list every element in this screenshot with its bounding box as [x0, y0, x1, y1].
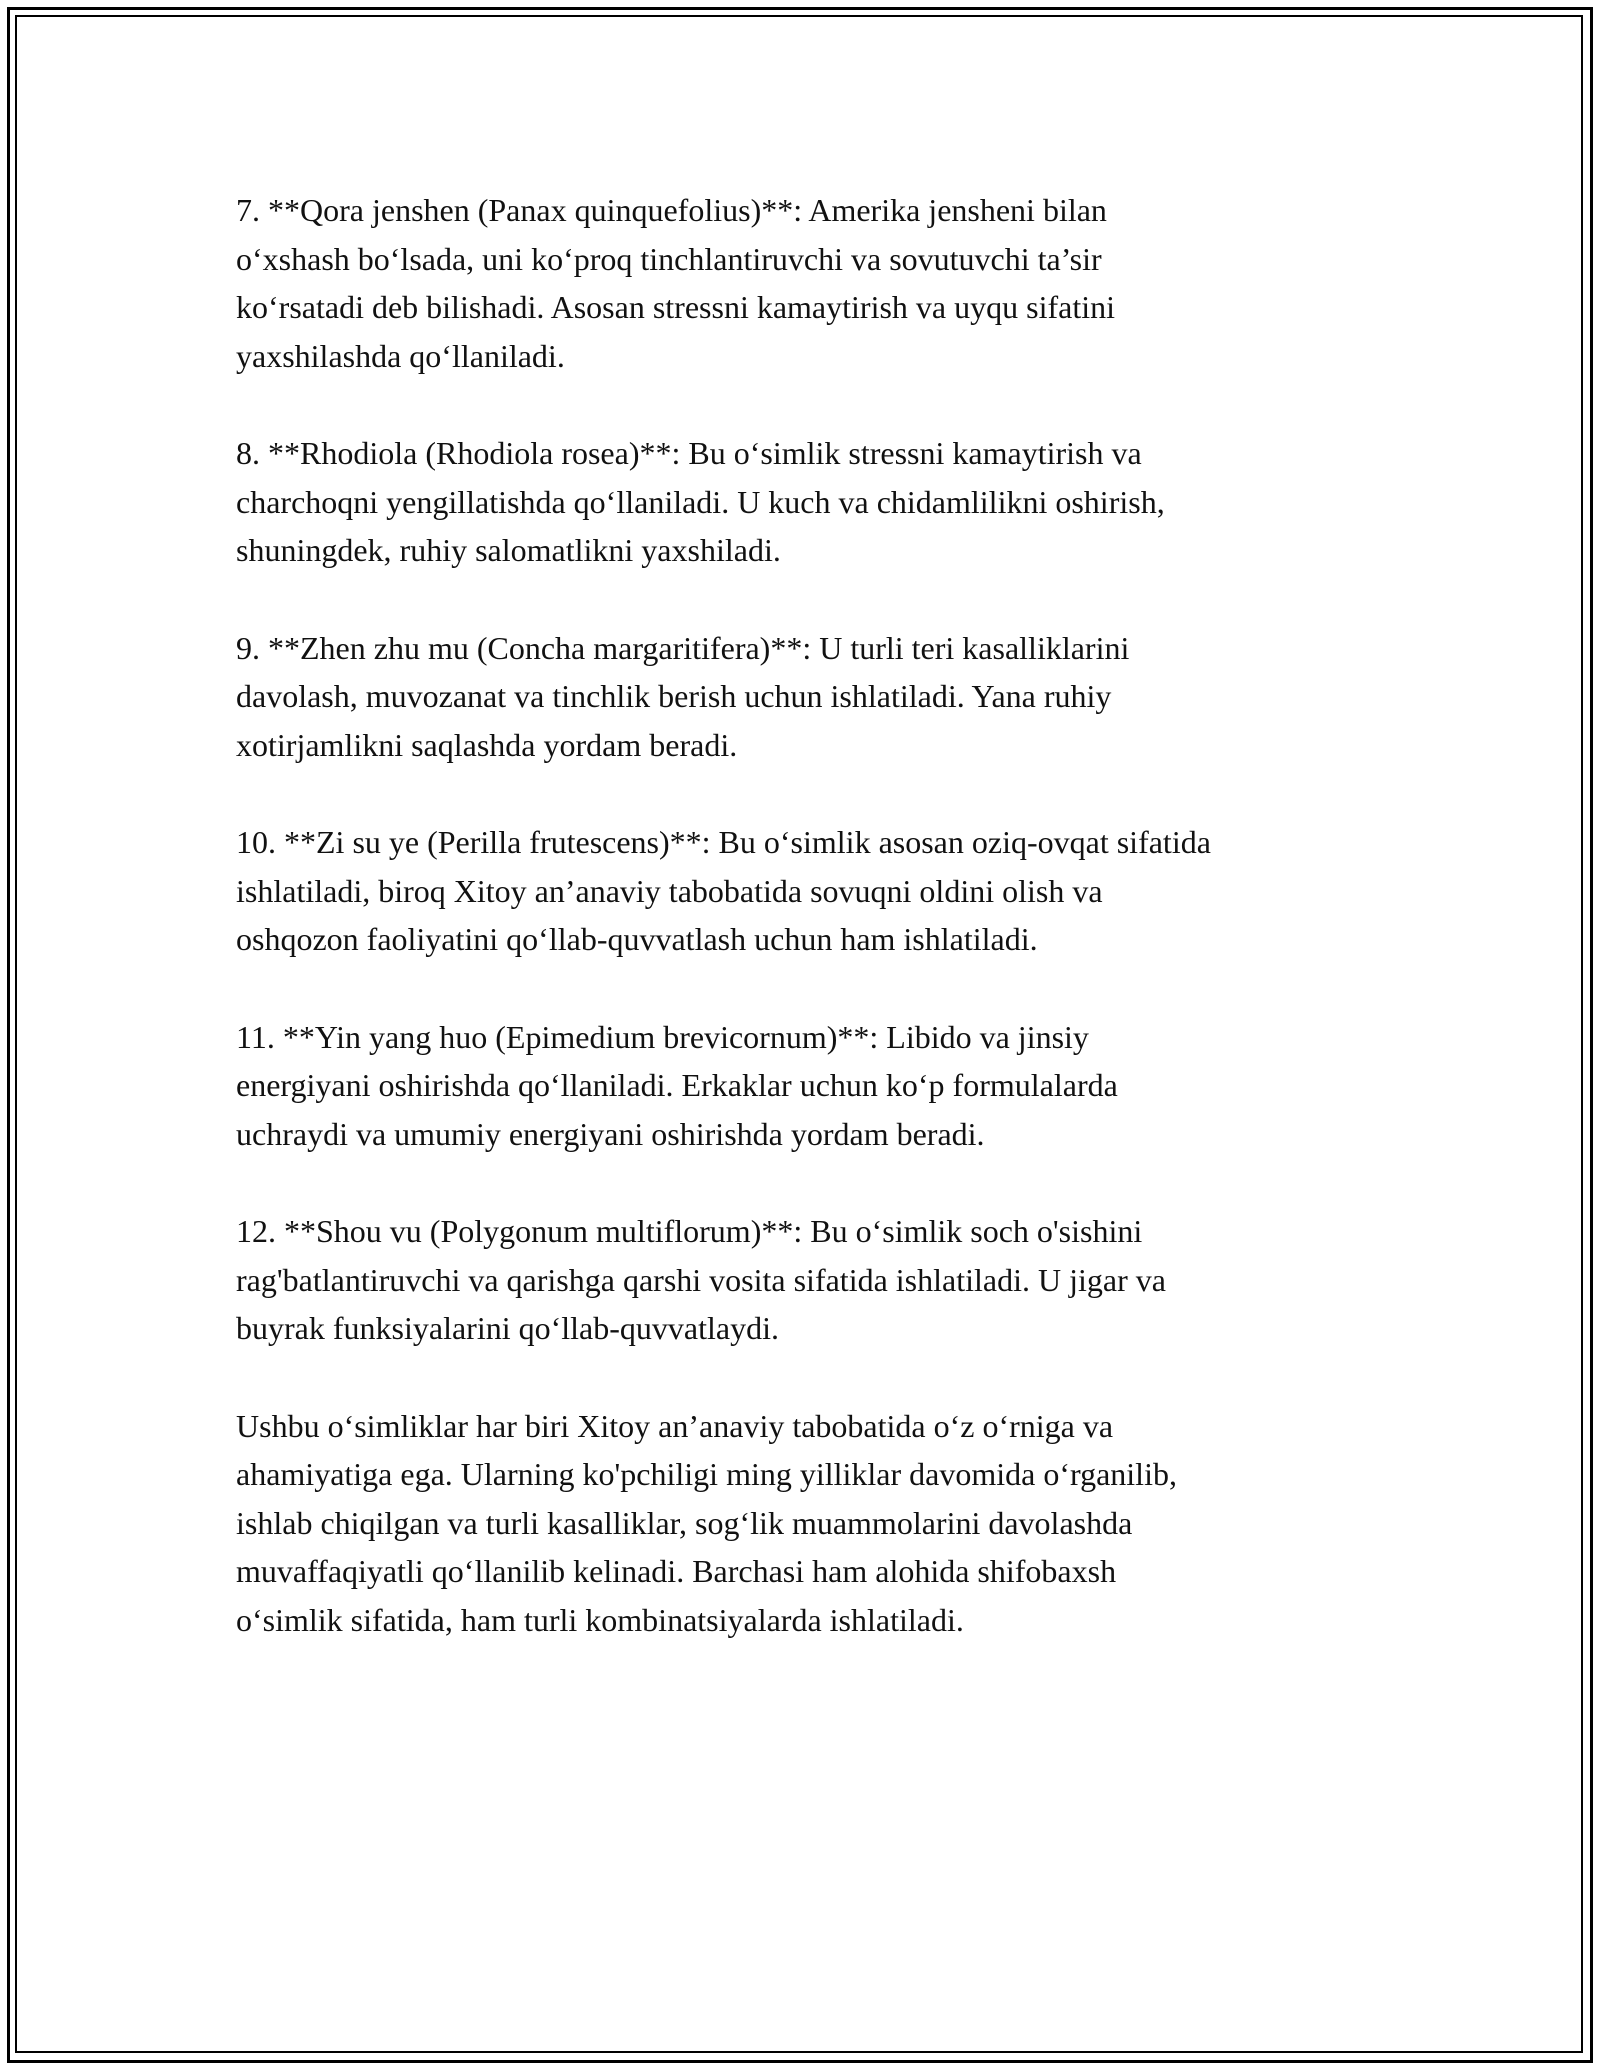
paragraph-item-11: 11. **Yin yang huo (Epimedium brevicornum)**: Libido va jinsiy energiyani oshirishda qo‘llaniladi. Erkaklar uchun ko‘p formulalarda uchraydi va umumiy energiyani oshirishda yordam beradi. [236, 1018, 1118, 1152]
paragraph-item-7: 7. **Qora jenshen (Panax quinquefolius)**: Amerika jensheni bilan o‘xshash bo‘lsada, uni ko‘proq tinchlantiruvchi va sovutuvchi ta’sir ko‘rsatadi deb bilishadi. Asosan stressni kamaytirish va uyqu sifatini yaxshilashda qo‘llaniladi. [236, 192, 1115, 374]
paragraph-item-8: 8. **Rhodiola (Rhodiola rosea)**: Bu o‘simlik stressni kamaytirish va charchoqni yengillatishda qo‘llaniladi. U kuch va chidamlilikni oshirish, shuningdek, ruhiy salomatlikni yaxshiladi. [236, 435, 1165, 568]
paragraph-item-9: 9. **Zhen zhu mu (Concha margaritifera)**: U turli teri kasalliklarini davolash, muvozanat va tinchlik berish uchun ishlatiladi. Yana ruhiy xotirjamlikni saqlashda yordam beradi. [236, 629, 1130, 763]
paragraph-conclusion: Ushbu o‘simliklar har biri Xitoy an’anaviy tabobatida o‘z o‘rniga va ahamiyatiga ega. Ularning ko'pchiligi ming yilliklar davomida o‘rganilib, ishlab chiqilgan va turli kasalliklar, sog‘lik muammolarini davolashda muvaffaqiyatli qo‘llanilib kelinadi. Barchasi ham alohida shifobaxsh o‘simlik sifatida, ham turli kombinatsiyalarda ishlatiladi. [236, 1407, 1177, 1638]
paragraph-item-10: 10. **Zi su ye (Perilla frutescens)**: Bu o‘simlik asosan oziq-ovqat sifatida ishlatiladi, biroq Xitoy an’anaviy tabobatida sovuqni oldini olish va oshqozon faoliyatini qo‘llab-quvvatlash uchun ham ishlatiladi. [236, 824, 1211, 957]
document-body [236, 186, 1376, 1693]
paragraph-item-12: 12. **Shou vu (Polygonum multiflorum)**: Bu o‘simlik soch o'sishini rag'batlantiruvchi va qarishga qarshi vosita sifatida ishlatiladi. U jigar va buyrak funksiyalarini qo‘llab-quvvatlaydi. [236, 1213, 1166, 1346]
